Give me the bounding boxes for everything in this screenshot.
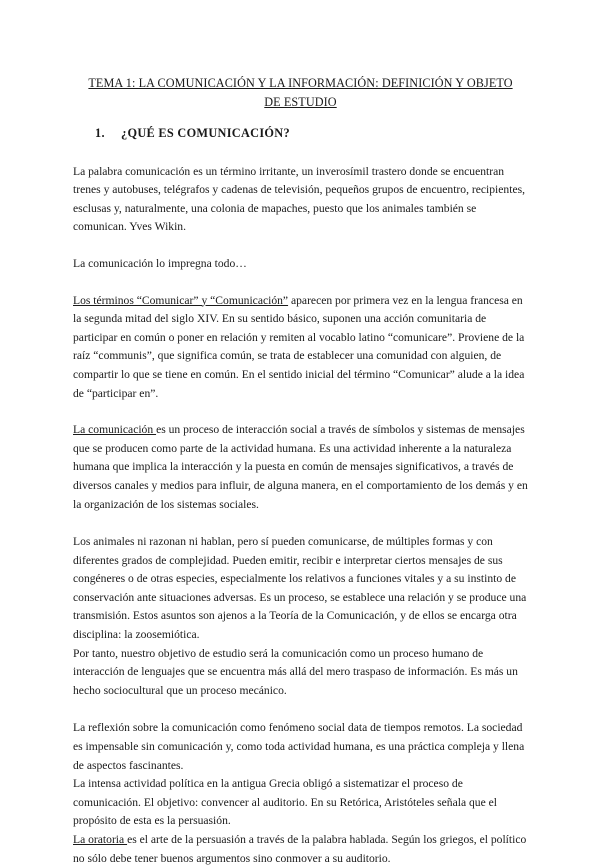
terminos-lead: Los términos “Comunicar” y “Comunicación” bbox=[73, 293, 289, 307]
document-title bbox=[73, 74, 528, 112]
oratoria-lead: La oratoria bbox=[73, 833, 128, 846]
section-heading-text: ¿QUÉ ES COMUNICACIÓN? bbox=[121, 126, 290, 140]
oratoria-rest: es el arte de la persuasión a través de la palabra hablada. Según los griegos, el político no sólo debe tener buenos argumentos sino conmover a su auditorio. bbox=[73, 833, 527, 865]
oratoria-paragraph bbox=[73, 831, 528, 868]
comunicacion-paragraph bbox=[73, 421, 528, 514]
grecia-paragraph: La intensa actividad política en la antigua Grecia obligó a sistematizar el proceso de comunicación. El objetivo: convencer al auditorio. En su Retórica, Aristóteles señala que el propósito de esta es la persuasión. bbox=[73, 777, 498, 828]
comunicacion-rest: es un proceso de interacción social a través de símbolos y sistemas de mensajes que se producen como parte de la actividad humana. Es una actividad inherente a la naturaleza humana que implica la interacción y la puesta en común de mensajes significativos, a través de diversos canales y medios para influir, de alguna manera, en el comportamiento de los demás y en la organización de los sistemas sociales. bbox=[73, 423, 528, 511]
animales-paragraph: Los animales ni razonan ni hablan, pero sí pueden comunicarse, de múltiples formas y con diferentes grados de complejidad. Pueden emitir, recibir e interpretar ciertos mensajes de sus congéneres o de otras especies, especialmente los relativos a funciones vitales y a su instinto de conservación ante situaciones adversas. Es un proceso, se establece una relación y se produce una transmisión. Estos asuntos son ajenos a la Teoría de la Comunicación, y de ellos se encarga otra disciplina: la zoosemiótica. bbox=[73, 535, 527, 642]
section-number: 1. bbox=[95, 126, 105, 140]
terminos-rest: aparecen por primera vez en la lengua francesa en la segunda mitad del siglo XIV. En su sentido básico, suponen una acción comunitaria de participar en común o poner en relación y remiten al vocablo latino “comunicare”. Proviene de la raíz “communis”, que significa común, se trata de establecer una comunidad con alguien, de compartir lo que se tiene en común. En el sentido inicial del término “Comunicar” alude a la idea de “participar en”. bbox=[73, 293, 525, 400]
comunicacion-lead: La comunicación bbox=[73, 423, 157, 437]
terminos-paragraph bbox=[73, 292, 528, 404]
impregna-paragraph: La comunicación lo impregna todo… bbox=[73, 256, 247, 270]
objetivo-paragraph: Por tanto, nuestro objetivo de estudio será la comunicación como un proceso humano de interacción de lenguajes que se encuentra más allá del mero traspaso de información. Es más un hecho sociocultural que un proceso mecánico. bbox=[73, 646, 518, 697]
reflexion-paragraph: La reflexión sobre la comunicación como fenómeno social data de tiempos remotos. La sociedad es impensable sin comunicación y, como toda actividad humana, es una práctica compleja y llena de aspectos fascinantes. bbox=[73, 721, 525, 772]
title-line-1: TEMA 1: LA COMUNICACIÓN Y LA INFORMACIÓN: DEFINICIÓN Y OBJETO bbox=[88, 76, 513, 90]
section-heading bbox=[95, 124, 528, 143]
quote-paragraph: La palabra comunicación es un término irritante, un inverosímil trastero donde se encuentran trenes y autobuses, telégrafos y cadenas de televisión, pequeños grupos de encuentro, recipientes, esclusas y, naturalmente, una colonia de mapaches, puesto que los animales también se comunican. Yves Wikin. bbox=[73, 164, 526, 234]
title-line-2: DE ESTUDIO bbox=[264, 95, 337, 109]
